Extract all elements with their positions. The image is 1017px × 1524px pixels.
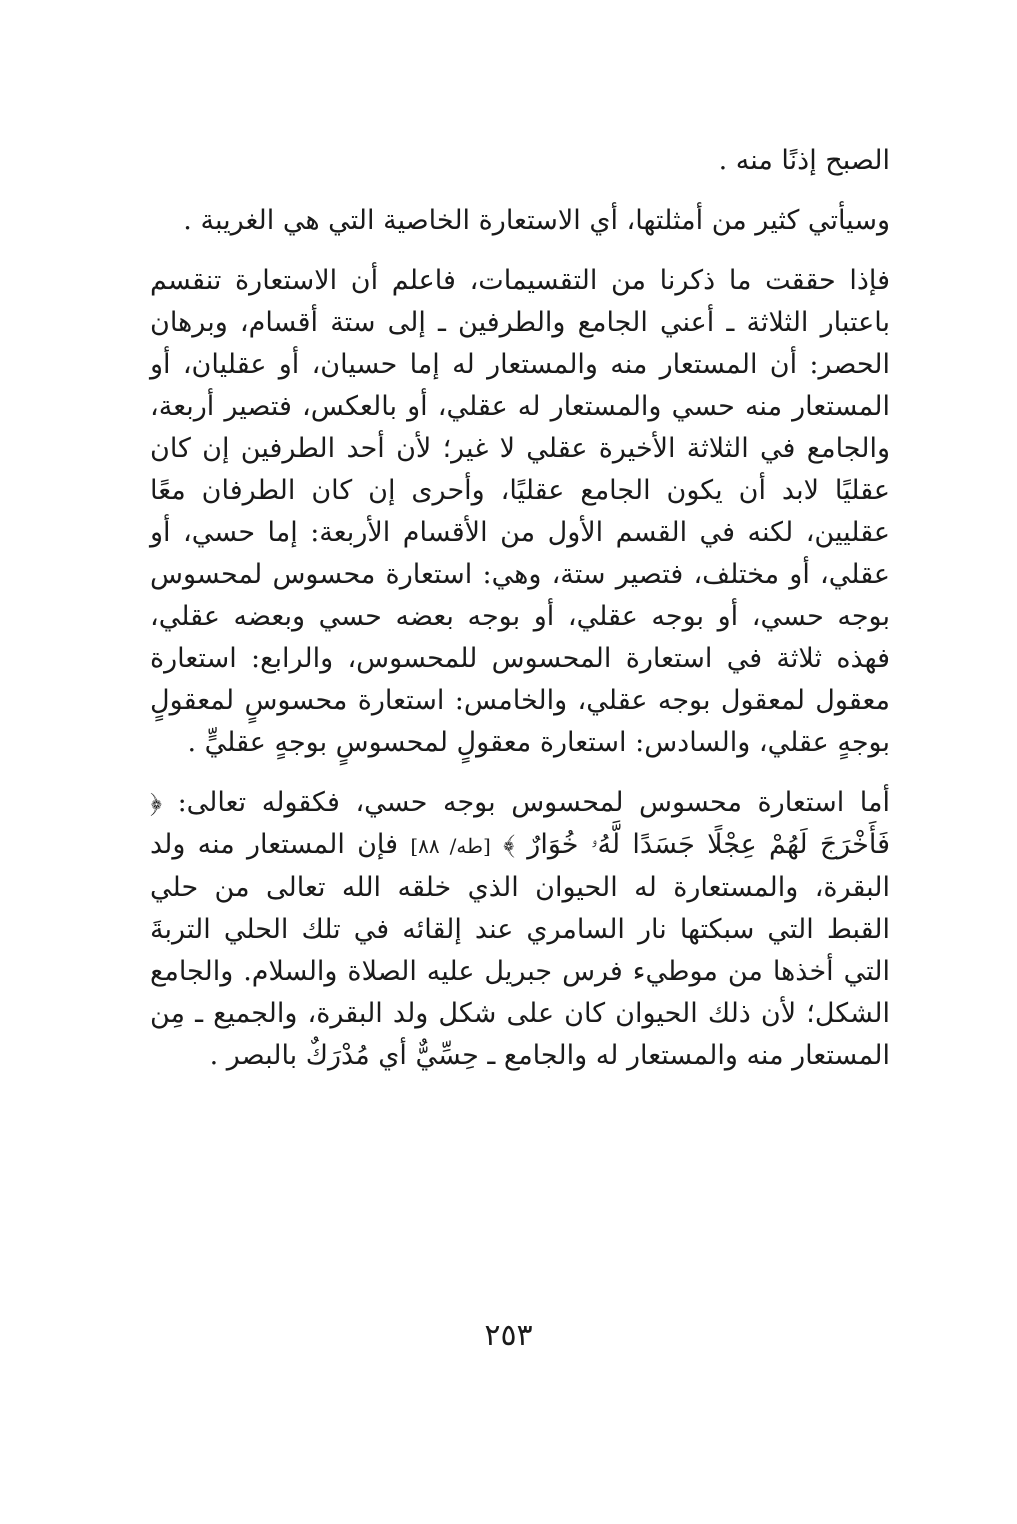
paragraph-4-body: فإن المستعار منه ولد البقرة، والمستعارة له الحيوان الذي خلقه الله تعالى من حلي القبط التي سبكتها نار السامري عند إلقائه في تلك الحلي التربةَ التي أخذها من موطيء فرس جبريل عليه الصلاة والسلام. والجامع الشكل؛ لأن ذلك الحيوان كان على شكل ولد البقرة، والجميع ـ مِن المستعار منه والمستعار له والجامع ـ حِسِّيٌّ أي مُدْرَكٌ بالبصر . (150, 829, 890, 1071)
paragraph-4-intro: أما استعارة محسوس لمحسوس بوجه حسي، فكقوله تعالى: (177, 787, 890, 818)
paragraph-2: وسيأتي كثير من أمثلتها، أي الاستعارة الخاصية التي هي الغريبة . (183, 205, 890, 236)
quran-verse: ﴿ فَأَخْرَجَ لَهُمْ عِجْلًا جَسَدًا لَّهُۥ خُوَارٌ ﴾ (150, 787, 891, 860)
paragraph-1: الصبح إذنًا منه . (718, 145, 890, 176)
page-number: ٢٥٣ (484, 1318, 533, 1353)
paragraph-4 (150, 782, 890, 1077)
page-body (150, 140, 890, 1077)
verse-reference: [طه/ ٨٨] (410, 834, 491, 858)
paragraph-3: فإذا حققت ما ذكرنا من التقسيمات، فاعلم أن الاستعارة تنقسم باعتبار الثلاثة ـ أعني الجامع والطرفين ـ إلى ستة أقسام، وبرهان الحصر: أن المستعار منه والمستعار له إما حسيان، أو عقليان، أو المستعار منه حسي والمستعار له عقلي، أو بالعكس، فتصير أربعة، والجامع في الثلاثة الأخيرة عقلي لا غير؛ لأن أحد الطرفين إن كان عقليًا لابد أن يكون الجامع عقليًا، وأحرى إن كان الطرفان معًا عقليين، لكنه في القسم الأول من الأقسام الأربعة: إما حسي، أو عقلي، أو مختلف، فتصير ستة، وهي: استعارة محسوس لمحسوس بوجه حسي، أو بوجه عقلي، أو بوجه بعضه حسي وبعضه عقلي، فهذه ثلاثة في استعارة المحسوس للمحسوس، والرابع: استعارة معقول لمعقول بوجه عقلي، والخامس: استعارة محسوسٍ لمعقولٍ بوجهٍ عقلي، والسادس: استعارة معقولٍ لمحسوسٍ بوجهٍ عقليٍّ . (150, 265, 890, 758)
